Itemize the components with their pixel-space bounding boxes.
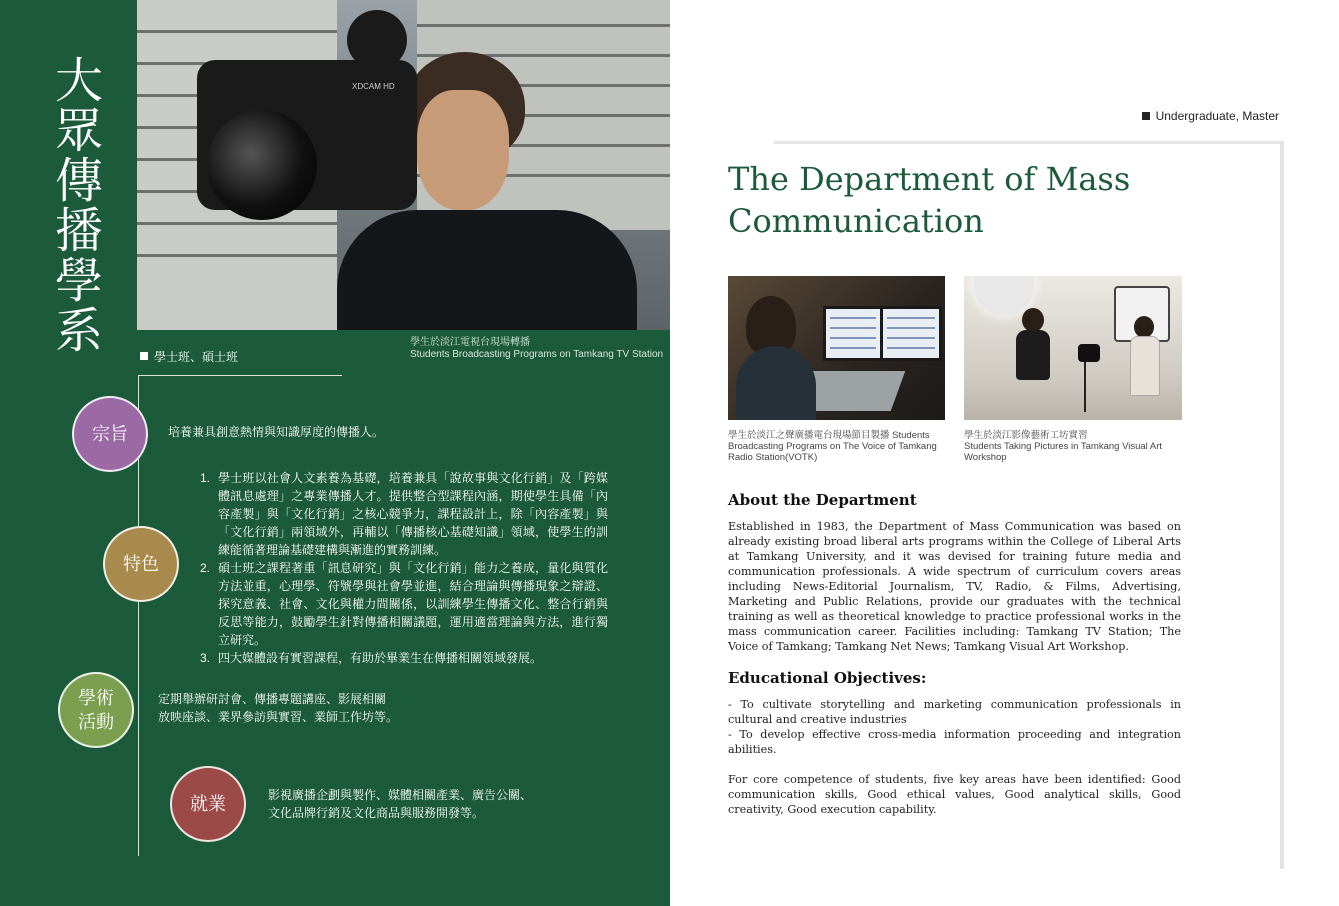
caption-zh: 學生於淡江之聲廣播電台現場節目製播 [728,430,890,441]
person-body [736,346,816,420]
features-list [200,469,608,667]
visual-art-workshop-photo [964,276,1182,420]
degree-tag-text: Undergraduate, Master [1155,109,1279,123]
divider [138,375,342,376]
title-char: 播 [54,203,103,259]
tripod-leg [1084,362,1086,412]
camera-on-tripod [1078,344,1100,362]
careers-label: 就業 [190,794,226,814]
title-char: 系 [54,303,103,359]
monitor-left [823,306,883,361]
about-heading: About the Department [728,491,917,509]
photo-camera-eyepiece [347,10,407,70]
caption-zh: 學生於淡江電視台現場轉播 [410,337,530,348]
radio-station-photo [728,276,945,420]
department-title-english [728,158,1208,242]
degree-tag-text: 學士班、碩士班 [154,350,239,364]
activities-text [158,690,428,726]
about-body: Established in 1983, the Department of Mass Communication was based on already existing broad liberal arts programs within the College of Liberal Arts at Tamkang University, and it was devised for training future media and communication professionals. A wide spectrum of curriculum covers areas including News-Editorial Journalism, TV, Radio, & Films, Advertising, Marketing and Public Relations, provide our graduates with the technical training as well as theoretical knowledge to practice professional works in the mass communication career. Facilities including: Tamkang TV Station; The Voice of Tamkang; Tamkang Net News; Tamkang Visual Art Workshop. [728,520,1181,653]
subject-body [1016,330,1050,380]
features-label: 特色 [123,554,159,574]
right-page [670,0,1339,906]
department-title-chinese [44,53,114,359]
list-item: 2. 碩士班之課程著重「訊息研究」與「文化行銷」能力之養成，量化與質化方法並重，心理學、符號學與社會學並進，結合理論與傳播現象之辯證、探究意義、社會、文化與權力間關係，以訓練學生傳播文化、整合行銷與反思等能力，鼓勵學生針對傳播相關議題，運用適當理論與方法，進行獨立研究。 [200,561,608,647]
activities-badge [58,672,134,748]
title-char: 大 [54,53,103,109]
careers-line: 文化品牌行銷及文化商品與服務開發等。 [268,806,485,820]
activities-label-line2: 活動 [78,712,114,732]
caption-zh: 學生於淡江影像藝術工坊實習 [964,430,1088,441]
monitor-right [880,306,942,361]
photo-person-body [337,210,637,330]
frame-border-top [774,141,1280,144]
core-competence-text: For core competence of students, five key areas have been identified: Good communication skills, Good ethical values, Good analytical skills, Good creativity, Good execution capability. [728,773,1181,816]
title-line: The Department of Mass [728,160,1131,198]
photo-person-face [417,90,509,210]
careers-line: 影視廣播企劃與製作、媒體相關產業、廣告公關、 [268,788,533,802]
careers-badge [170,766,246,842]
objective-item: - To develop effective cross-media information proceeding and integration abilities. [728,728,1181,756]
main-photo-caption [410,337,663,361]
frame-border-right [1280,141,1284,869]
photo-camera-lens [207,110,317,220]
list-item: 3. 四大媒體設有實習課程，有助於畢業生在傳播相關領域發展。 [200,651,543,665]
caption-en: Students Broadcasting Programs on Tamkang TV Station [410,349,664,360]
title-char: 眾 [54,103,103,159]
square-bullet-icon [140,352,148,360]
activities-line: 定期舉辦研討會、傳播專題講座、影展相關 [158,692,387,706]
caption-en: Students Taking Pictures in Tamkang Visual Art Workshop [964,441,1163,463]
objective-item: - To cultivate storytelling and marketing communication professionals in cultural and creative industries [728,698,1181,726]
features-badge [103,526,179,602]
degree-tag-english [1142,109,1279,123]
title-char: 學 [54,253,103,309]
objectives-heading: Educational Objectives: [728,669,927,687]
degree-tag-chinese [140,348,238,365]
activities-line: 放映座談、業界參訪與實習、業師工作坊等。 [158,710,399,724]
photographer-body [1130,336,1160,396]
subject-head [1022,308,1044,332]
studio-photo-caption [964,430,1174,463]
title-char: 傳 [54,153,103,209]
mission-text: 培養兼具創意熱情與知識厚度的傳播人。 [168,425,385,439]
photographer-head [1134,316,1154,338]
title-line: Communication [728,202,984,240]
caption-en: Students Broadcasting Programs on The Voice of Tamkang Radio Station(VOTK) [728,430,937,463]
list-item: 1. 學士班以社會人文素養為基礎，培養兼具「說故事與文化行銷」及「跨媒體訊息處理」之專業傳播人才。提供整合型課程內涵，期使學生具備「內容產製」與「文化行銷」之核心競爭力，課程設計上，除「內容產製」與「文化行銷」兩領域外，再輔以「傳播核心基礎知識」領域，使學生的訓練能循著理論基礎建構與漸進的實務訓練。 [200,471,608,557]
mission-badge [72,396,148,472]
careers-text [268,786,568,822]
radio-photo-caption [728,430,948,463]
activities-label-line1: 學術 [78,688,114,708]
main-photo-camera-operator [137,0,670,330]
square-bullet-icon [1142,112,1150,120]
mission-label: 宗旨 [92,424,128,444]
camera-brand-label: XDCAM HD [352,82,395,91]
